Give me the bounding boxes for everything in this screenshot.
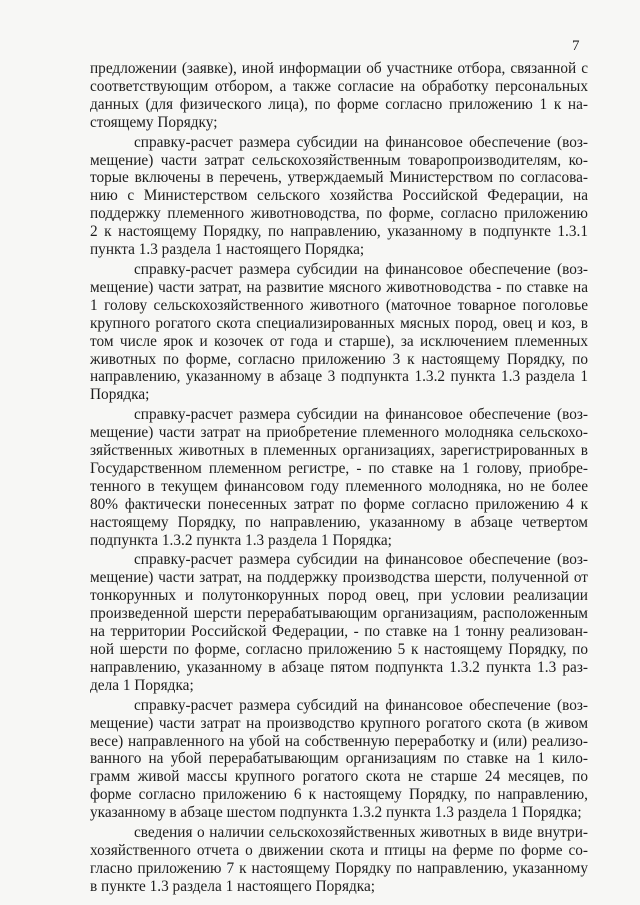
text-line: стоящему Порядку; — [90, 113, 218, 131]
text-line: произведенной шерсти перерабатывающим организациям, расположенным — [90, 605, 588, 623]
text-line: нию с Министерством сельского хозяйства Российской Федерации, на — [90, 187, 588, 205]
text-line: гласно приложению 7 к настоящему Порядку по направлению, указанному — [90, 859, 588, 877]
text-line: Государственном племенном регистре, - по ставке на 1 голову, приобре- — [90, 459, 588, 477]
document-body — [90, 60, 588, 898]
text-line: тенного в текущем финансовом году племенного молодняка, но не более — [90, 477, 588, 495]
text-line: направлению, указанному в абзаце 3 подпункта 1.3.2 пункта 1.3 раздела 1 — [90, 368, 588, 386]
text-line: поддержку племенного животноводства, по форме, согласно приложению — [90, 205, 588, 223]
text-line: пункта 1.3 раздела 1 настоящего Порядка; — [90, 241, 365, 259]
paragraph — [90, 824, 588, 896]
paragraph — [90, 406, 588, 549]
paragraph — [90, 697, 588, 822]
text-line: грамм живой массы крупного рогатого скота не старше 24 месяцев, по — [90, 768, 588, 786]
text-line: ванного на убой перерабатывающим организациям по ставке на 1 кило- — [90, 750, 588, 768]
text-line: направлению, указанному в абзаце пятом подпункта 1.3.2 пункта 1.3 раз- — [90, 658, 588, 676]
text-line: справку-расчет размера субсидии на финансовое обеспечение (воз- — [134, 551, 588, 569]
text-line: 2 к настоящему Порядку, по направлению, указанному в подпункте 1.3.1 — [90, 223, 588, 241]
text-line: справку-расчет размера субсидии на финансовое обеспечение (воз- — [134, 260, 588, 278]
text-line: дела 1 Порядка; — [90, 676, 194, 694]
text-line: том числе ярок и козочек от года и старше), за исключением племенных — [90, 332, 588, 350]
text-line: ной шерсти по форме, согласно приложению 5 к настоящему Порядку, по — [90, 641, 588, 658]
text-line: подпункта 1.3.2 пункта 1.3 раздела 1 Порядка; — [90, 531, 392, 549]
paragraph — [90, 551, 588, 694]
text-line: животных по форме, согласно приложению 3 к настоящему Порядку, по — [90, 350, 588, 368]
text-line: мещение) части затрат сельскохозяйственным товаропроизводителям, ко- — [90, 151, 588, 169]
text-line: соответствующим отбором, а также согласие на обработку персональных — [90, 77, 588, 95]
text-line: мещение) части затрат, на развитие мясного животноводства - по ставке на — [90, 278, 588, 296]
text-line: хозяйственного отчета о движении скота и птицы на ферме по форме со- — [90, 841, 588, 859]
text-line: весе) направленного на убой на собственную переработку и (или) реализо- — [90, 732, 588, 750]
text-line: сведения о наличии сельскохозяйственных животных в виде внутри- — [134, 824, 588, 842]
paragraph — [90, 134, 588, 259]
text-line: справку-расчет размера субсидий на финансовое обеспечение (воз- — [134, 696, 588, 714]
text-line: мещение) части затрат на приобретение племенного молодняка сельскохо- — [90, 424, 588, 442]
paragraph — [90, 261, 588, 404]
text-line: указанному в абзаце шестом подпункта 1.3.2 пункта 1.3 раздела 1 Порядка; — [90, 804, 582, 822]
text-line: 80% фактически понесенных затрат по форме согласно приложению 4 к — [90, 495, 588, 513]
text-line: данных (для физического лица), по форме согласно приложению 1 к на- — [90, 95, 588, 113]
text-line: зяйственных животных в племенных организациях, зарегистрированных в — [90, 442, 588, 460]
text-line: тонкорунных и полутонкорунных пород овец, при условии реализации — [90, 587, 588, 605]
page-number: 7 — [572, 38, 580, 54]
text-line: предложении (заявке), иной информации об участнике отбора, связанной с — [90, 60, 588, 77]
text-line: торые включены в перечень, утверждаемый Министерством по согласова- — [90, 169, 588, 187]
text-line: мещение) части затрат, на поддержку производства шерсти, полученной от — [90, 569, 588, 587]
paragraph — [90, 60, 588, 132]
text-line: справку-расчет размера субсидии на финансовое обеспечение (воз- — [134, 133, 588, 151]
text-line: настоящему Порядку, по направлению, указанному в абзаце четвертом — [90, 513, 588, 531]
text-line: форме согласно приложению 6 к настоящему Порядку, по направлению, — [90, 786, 588, 804]
text-line: крупного рогатого скота специализированных мясных пород, овец и коз, в — [90, 314, 588, 332]
text-line: на территории Российской Федерации, - по ставке на 1 тонну реализован- — [90, 623, 588, 641]
text-line: мещение) части затрат на производство крупного рогатого скота (в живом — [90, 714, 588, 732]
text-line: 1 голову сельскохозяйственного животного (маточное товарное поголовье — [90, 296, 588, 314]
text-line: Порядка; — [90, 386, 150, 404]
text-line: в пункте 1.3 раздела 1 настоящего Порядка; — [90, 877, 376, 895]
text-line: справку-расчет размера субсидии на финансовое обеспечение (воз- — [134, 406, 588, 424]
